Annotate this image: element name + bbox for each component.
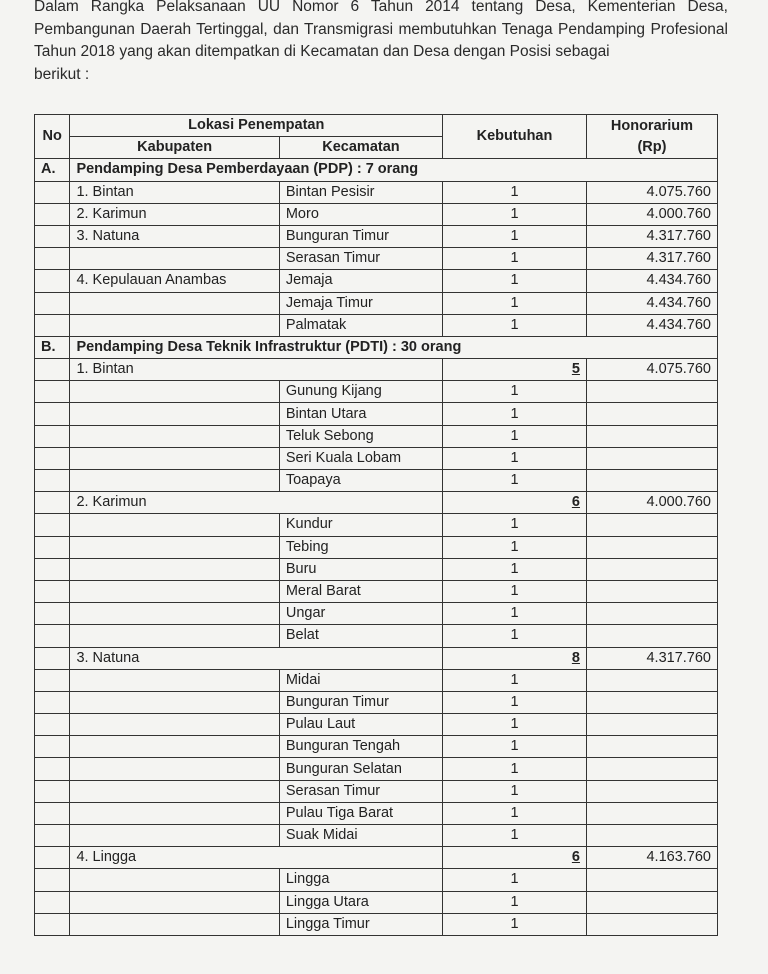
cell-honorarium [586,536,717,558]
cell-kecamatan: Bunguran Timur [279,225,442,247]
cell-no [35,558,70,580]
table-row [35,758,718,780]
header-honorarium-label: Honorarium [610,117,694,134]
cell-no [35,314,70,336]
cell-kabupaten [70,470,279,492]
cell-kebutuhan: 1 [443,425,587,447]
table-row [35,270,718,292]
table-row [35,536,718,558]
cell-no [35,714,70,736]
cell-no [35,225,70,247]
table-row [35,203,718,225]
cell-kecamatan: Kundur [279,514,442,536]
cell-kabupaten: 2. Karimun [70,203,279,225]
cell-kabupaten: 3. Natuna [70,225,279,247]
cell-kebutuhan: 1 [443,736,587,758]
cell-kebutuhan: 1 [443,603,587,625]
cell-kecamatan: Tebing [279,536,442,558]
cell-kabupaten [70,913,279,935]
cell-honorarium: 4.075.760 [586,181,717,203]
cell-kecamatan: Bintan Pesisir [279,181,442,203]
group-honorarium: 4.000.760 [586,492,717,514]
cell-kecamatan: Suak Midai [279,825,442,847]
intro-text [34,0,728,86]
cell-kabupaten [70,314,279,336]
cell-honorarium [586,913,717,935]
cell-honorarium [586,381,717,403]
header-honorarium [586,115,717,159]
cell-honorarium [586,470,717,492]
cell-kebutuhan: 1 [443,625,587,647]
cell-kecamatan: Meral Barat [279,580,442,602]
cell-kecamatan: Bunguran Tengah [279,736,442,758]
cell-no [35,181,70,203]
cell-no [35,447,70,469]
cell-kabupaten [70,714,279,736]
cell-kecamatan: Serasan Timur [279,780,442,802]
table-row [35,913,718,935]
cell-kabupaten [70,603,279,625]
cell-no [35,736,70,758]
group-kabupaten: 4. Lingga [70,847,443,869]
cell-kebutuhan: 1 [443,758,587,780]
cell-kabupaten [70,425,279,447]
cell-honorarium [586,625,717,647]
cell-honorarium: 4.000.760 [586,203,717,225]
cell-kecamatan: Jemaja [279,270,442,292]
header-no: No [35,115,70,159]
group-row [35,359,718,381]
cell-no [35,359,70,381]
cell-kebutuhan: 1 [443,203,587,225]
table-row [35,580,718,602]
cell-no [35,270,70,292]
cell-kebutuhan: 1 [443,714,587,736]
cell-no [35,514,70,536]
cell-no [35,536,70,558]
table-row [35,780,718,802]
cell-kabupaten [70,691,279,713]
cell-honorarium [586,425,717,447]
group-honorarium: 4.163.760 [586,847,717,869]
cell-no [35,647,70,669]
cell-kebutuhan: 1 [443,891,587,913]
cell-no [35,381,70,403]
table-row [35,381,718,403]
group-honorarium: 4.075.760 [586,359,717,381]
cell-kabupaten [70,514,279,536]
cell-kebutuhan: 1 [443,869,587,891]
cell-kabupaten [70,558,279,580]
table-row [35,669,718,691]
cell-honorarium: 4.434.760 [586,270,717,292]
cell-kebutuhan: 1 [443,780,587,802]
cell-kebutuhan: 1 [443,403,587,425]
section-a-header-row [35,159,718,181]
header-row-1 [35,115,718,137]
cell-kecamatan: Ungar [279,603,442,625]
cell-kebutuhan: 1 [443,225,587,247]
table-row [35,225,718,247]
cell-no [35,825,70,847]
header-kecamatan: Kecamatan [279,137,442,159]
cell-kebutuhan: 1 [443,381,587,403]
cell-kebutuhan: 1 [443,514,587,536]
cell-honorarium [586,736,717,758]
cell-no [35,758,70,780]
page-crop-edge [0,958,768,974]
cell-kecamatan: Bunguran Selatan [279,758,442,780]
group-kabupaten: 2. Karimun [70,492,443,514]
section-b-header-row [35,336,718,358]
section-b-no: B. [35,336,70,358]
cell-honorarium: 4.317.760 [586,225,717,247]
intro-last-line: berikut : [34,65,90,83]
cell-honorarium [586,603,717,625]
cell-no [35,403,70,425]
table-row [35,603,718,625]
table-row [35,292,718,314]
cell-kecamatan: Lingga [279,869,442,891]
cell-no [35,669,70,691]
table-row [35,802,718,824]
cell-honorarium [586,514,717,536]
cell-honorarium: 4.434.760 [586,292,717,314]
table-row [35,825,718,847]
table-row [35,181,718,203]
cell-kecamatan: Moro [279,203,442,225]
cell-kabupaten [70,403,279,425]
cell-honorarium [586,714,717,736]
cell-kabupaten [70,580,279,602]
cell-kabupaten [70,625,279,647]
cell-honorarium [586,825,717,847]
cell-no [35,603,70,625]
cell-no [35,869,70,891]
section-a-no: A. [35,159,70,181]
cell-no [35,913,70,935]
group-total: 5 [443,359,587,381]
cell-honorarium: 4.317.760 [586,248,717,270]
group-total: 6 [443,492,587,514]
table-row [35,691,718,713]
cell-kabupaten [70,536,279,558]
cell-kabupaten [70,825,279,847]
table-row [35,470,718,492]
cell-kabupaten: 1. Bintan [70,181,279,203]
cell-kabupaten [70,736,279,758]
section-a-title: Pendamping Desa Pemberdayaan (PDP) : 7 orang [70,159,718,181]
cell-no [35,203,70,225]
table-row [35,514,718,536]
cell-no [35,691,70,713]
cell-honorarium [586,802,717,824]
cell-no [35,470,70,492]
cell-kecamatan: Seri Kuala Lobam [279,447,442,469]
table-row [35,447,718,469]
cell-kebutuhan: 1 [443,802,587,824]
table-row [35,425,718,447]
cell-kecamatan: Belat [279,625,442,647]
cell-kabupaten [70,869,279,891]
cell-kebutuhan: 1 [443,536,587,558]
cell-honorarium [586,558,717,580]
cell-kecamatan: Pulau Laut [279,714,442,736]
cell-kecamatan: Bintan Utara [279,403,442,425]
cell-kebutuhan: 1 [443,825,587,847]
header-lokasi: Lokasi Penempatan [70,115,443,137]
table-row [35,248,718,270]
cell-kecamatan: Pulau Tiga Barat [279,802,442,824]
table-row [35,625,718,647]
cell-kabupaten: 4. Kepulauan Anambas [70,270,279,292]
cell-honorarium [586,691,717,713]
cell-honorarium [586,758,717,780]
cell-kecamatan: Lingga Timur [279,913,442,935]
cell-no [35,248,70,270]
cell-no [35,580,70,602]
cell-honorarium: 4.434.760 [586,314,717,336]
header-kabupaten: Kabupaten [70,137,279,159]
cell-kecamatan: Jemaja Timur [279,292,442,314]
cell-no [35,625,70,647]
group-kabupaten: 1. Bintan [70,359,443,381]
cell-no [35,425,70,447]
cell-kebutuhan: 1 [443,181,587,203]
cell-no [35,847,70,869]
cell-kecamatan: Midai [279,669,442,691]
group-row [35,647,718,669]
cell-kebutuhan: 1 [443,470,587,492]
cell-kebutuhan: 1 [443,691,587,713]
cell-kecamatan: Lingga Utara [279,891,442,913]
cell-kecamatan: Serasan Timur [279,248,442,270]
cell-no [35,492,70,514]
group-row [35,847,718,869]
cell-kabupaten [70,381,279,403]
cell-kebutuhan: 1 [443,580,587,602]
cell-kabupaten [70,447,279,469]
cell-kebutuhan: 1 [443,314,587,336]
cell-honorarium [586,669,717,691]
cell-kabupaten [70,802,279,824]
cell-kabupaten [70,292,279,314]
cell-kebutuhan: 1 [443,669,587,691]
table-row [35,558,718,580]
cell-no [35,802,70,824]
group-total: 8 [443,647,587,669]
cell-kabupaten [70,248,279,270]
cell-kecamatan: Buru [279,558,442,580]
header-kebutuhan: Kebutuhan [443,115,587,159]
cell-kebutuhan: 1 [443,292,587,314]
cell-no [35,780,70,802]
cell-honorarium [586,869,717,891]
table-row [35,869,718,891]
cell-kecamatan: Palmatak [279,314,442,336]
cell-kecamatan: Bunguran Timur [279,691,442,713]
table-row [35,403,718,425]
table-row [35,714,718,736]
cell-no [35,292,70,314]
cell-honorarium [586,403,717,425]
cell-kebutuhan: 1 [443,558,587,580]
cell-honorarium [586,780,717,802]
intro-paragraph: Dalam Rangka Pelaksanaan UU Nomor 6 Tahun 2014 tentang Desa, Kementerian Desa, Pembangunan Daerah Tertinggal, dan Transmigrasi membutuhkan Tenaga Pendamping Profesional Tahun 2018 yang akan ditempatkan di Kecamatan dan Desa dengan Posisi sebagai [34,0,728,60]
cell-kebutuhan: 1 [443,913,587,935]
cell-honorarium [586,447,717,469]
cell-kebutuhan: 1 [443,248,587,270]
cell-honorarium [586,891,717,913]
cell-kebutuhan: 1 [443,447,587,469]
table-row [35,736,718,758]
cell-kabupaten [70,891,279,913]
cell-kebutuhan: 1 [443,270,587,292]
header-honorarium-unit: (Rp) [637,138,667,155]
cell-kabupaten [70,780,279,802]
group-kabupaten: 3. Natuna [70,647,443,669]
cell-kabupaten [70,758,279,780]
cell-kecamatan: Toapaya [279,470,442,492]
cell-kabupaten [70,669,279,691]
group-honorarium: 4.317.760 [586,647,717,669]
table-row [35,891,718,913]
section-b-title: Pendamping Desa Teknik Infrastruktur (PDTI) : 30 orang [70,336,718,358]
table-row [35,314,718,336]
cell-honorarium [586,580,717,602]
cell-no [35,891,70,913]
group-row [35,492,718,514]
placement-table [34,114,718,936]
table-body [35,159,718,936]
group-total: 6 [443,847,587,869]
cell-kecamatan: Gunung Kijang [279,381,442,403]
cell-kecamatan: Teluk Sebong [279,425,442,447]
